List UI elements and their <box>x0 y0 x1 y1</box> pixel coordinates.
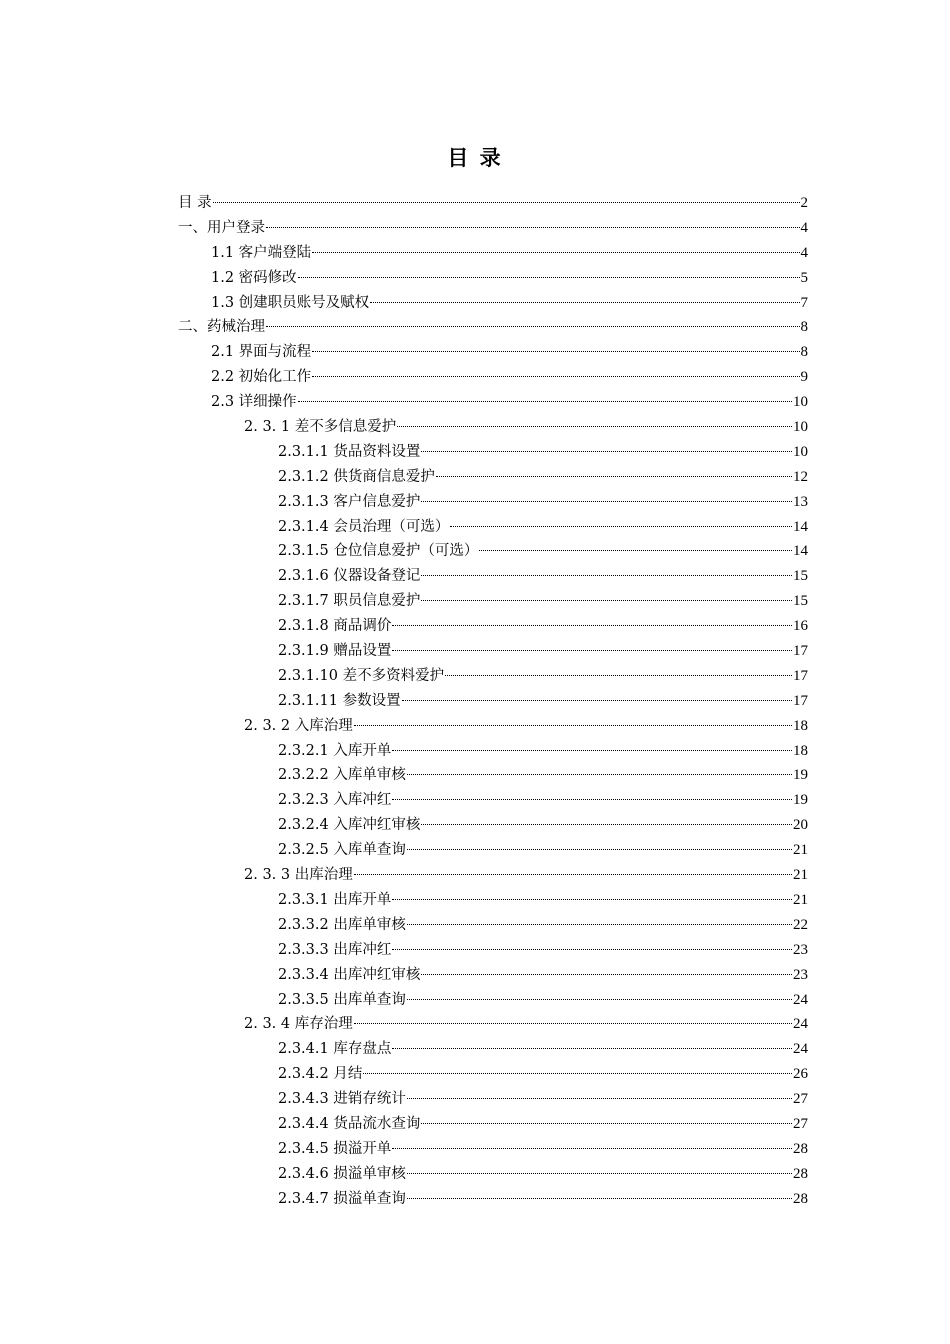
toc-dot-leader <box>312 376 799 377</box>
toc-entry[interactable] <box>178 1087 808 1112</box>
toc-entry[interactable] <box>178 813 808 838</box>
toc-page-number: 12 <box>793 468 808 485</box>
toc-page-number: 21 <box>793 891 808 908</box>
toc-entry[interactable] <box>178 266 808 291</box>
toc-dot-leader <box>266 326 800 327</box>
toc-entry[interactable] <box>178 664 808 689</box>
toc-dot-leader <box>354 725 792 726</box>
toc-page-number: 28 <box>793 1190 808 1207</box>
toc-dot-leader <box>354 874 792 875</box>
toc-entry-title: 2.3 详细操作 <box>211 394 297 411</box>
toc-entry-title: 2.1 界面与流程 <box>211 344 312 361</box>
toc-page-number: 28 <box>793 1165 808 1182</box>
toc-entry-title: 2.3.1.7 职员信息爱护 <box>278 593 421 610</box>
toc-page-number: 28 <box>793 1140 808 1157</box>
toc-page-number: 20 <box>793 817 808 834</box>
toc-dot-leader <box>445 675 792 676</box>
toc-page-number: 17 <box>793 667 808 684</box>
toc-page-number: 21 <box>793 842 808 859</box>
toc-dot-leader <box>407 774 792 775</box>
toc-entry-title: 2.3.3.3 出库冲红 <box>278 941 392 958</box>
toc-entry-title: 2.3.1.8 商品调价 <box>278 618 392 635</box>
toc-dot-leader <box>407 1098 792 1099</box>
toc-dot-leader <box>298 277 800 278</box>
toc-entry-title: 2.3.4.4 货品流水查询 <box>278 1115 421 1132</box>
toc-entry-title: 2.3.4.1 库存盘点 <box>278 1041 392 1058</box>
toc-entry-title: 2.3.2.1 入库开单 <box>278 742 392 759</box>
toc-page-number: 15 <box>793 568 808 585</box>
toc-page-number: 18 <box>793 742 808 759</box>
toc-entry-title: 2.3.1.10 差不多资料爱护 <box>278 667 445 684</box>
toc-page-number: 14 <box>793 543 808 560</box>
toc-page-number: 2 <box>800 195 808 211</box>
toc-page-number: 8 <box>800 344 808 361</box>
toc-page-number: 24 <box>793 1016 808 1033</box>
toc-entry-title: 2.3.1.5 仓位信息爱护（可选） <box>278 543 479 560</box>
toc-entry[interactable] <box>178 465 808 490</box>
toc-page-number: 24 <box>793 1041 808 1058</box>
toc-entry-title: 2.3.4.7 损溢单查询 <box>278 1190 406 1207</box>
toc-dot-leader <box>298 401 792 402</box>
toc-entry[interactable] <box>178 1112 808 1137</box>
toc-entry[interactable] <box>178 216 808 241</box>
toc-entry[interactable] <box>178 390 808 415</box>
toc-entry-title: 2.3.3.5 出库单查询 <box>278 991 406 1008</box>
toc-entry-title: 目 录 <box>178 195 212 211</box>
toc-entry-title: 1.3 创建职员账号及赋权 <box>211 294 370 311</box>
toc-entry-title: 2.3.4.6 损溢单审核 <box>278 1165 406 1182</box>
toc-dot-leader <box>407 924 792 925</box>
toc-entry[interactable] <box>178 863 808 888</box>
toc-dot-leader <box>312 252 799 253</box>
toc-page-number: 9 <box>800 369 808 386</box>
toc-entry[interactable] <box>178 988 808 1013</box>
toc-entry[interactable] <box>178 714 808 739</box>
toc-entry[interactable] <box>178 490 808 515</box>
toc-page-number: 19 <box>793 792 808 809</box>
toc-entry[interactable] <box>178 241 808 266</box>
toc-dot-leader <box>370 302 799 303</box>
toc-page-number: 18 <box>793 717 808 734</box>
toc-entry-title: 2.3.4.2 月结 <box>278 1066 363 1083</box>
toc-page-number: 13 <box>793 493 808 510</box>
toc-page-number: 4 <box>800 219 808 236</box>
toc-dot-leader <box>421 575 792 576</box>
toc-entry[interactable] <box>178 440 808 465</box>
toc-entry-title: 2.3.2.4 入库冲红审核 <box>278 817 421 834</box>
toc-dot-leader <box>392 1148 792 1149</box>
toc-entry[interactable] <box>178 1162 808 1187</box>
toc-dot-leader <box>354 1023 792 1024</box>
toc-dot-leader <box>421 824 792 825</box>
toc-entry[interactable] <box>178 365 808 390</box>
toc-entry[interactable] <box>178 539 808 564</box>
toc-entry-title: 2.3.3.1 出库开单 <box>278 891 392 908</box>
toc-dot-leader <box>392 625 792 626</box>
toc-entry-title: 2.3.4.3 进销存统计 <box>278 1091 406 1108</box>
toc-dot-leader <box>402 700 792 701</box>
toc-entry[interactable] <box>178 315 808 340</box>
toc-entry[interactable] <box>178 913 808 938</box>
toc-dot-leader <box>407 999 792 1000</box>
toc-entry[interactable] <box>178 1012 808 1037</box>
toc-entry-title: 2. 3. 4 库存治理 <box>244 1016 353 1033</box>
toc-entry-title: 2.3.1.4 会员治理（可选） <box>278 518 450 535</box>
toc-entry-title: 2.3.1.1 货品资料设置 <box>278 443 421 460</box>
toc-entry[interactable] <box>178 1187 808 1212</box>
toc-entry[interactable] <box>178 639 808 664</box>
toc-page-number: 23 <box>793 941 808 958</box>
toc-entry[interactable] <box>178 739 808 764</box>
toc-page-number: 15 <box>793 593 808 610</box>
toc-page-number: 19 <box>793 767 808 784</box>
toc-entry-title: 2.3.3.2 出库单审核 <box>278 916 406 933</box>
toc-entry-title: 一、用户登录 <box>178 219 265 236</box>
page-title: 目 录 <box>447 145 503 170</box>
toc-entry[interactable] <box>178 191 808 216</box>
toc-entry-title: 1.2 密码修改 <box>211 269 297 286</box>
toc-page-number: 27 <box>793 1115 808 1132</box>
toc-dot-leader <box>421 1123 792 1124</box>
toc-entry[interactable] <box>178 763 808 788</box>
toc-dot-leader <box>213 202 800 203</box>
toc-entry[interactable] <box>178 291 808 316</box>
toc-entry-title: 2.3.2.2 入库单审核 <box>278 767 406 784</box>
toc-dot-leader <box>363 1073 792 1074</box>
toc-entry-title: 2.3.2.3 入库冲红 <box>278 792 392 809</box>
toc-entry-title: 2.3.1.3 客户信息爱护 <box>278 493 421 510</box>
toc-entry-title: 2.3.1.11 参数设置 <box>278 692 401 709</box>
toc-page-number: 27 <box>793 1091 808 1108</box>
toc-page-number: 7 <box>800 294 808 311</box>
toc-dot-leader <box>407 849 792 850</box>
toc-entry[interactable] <box>178 614 808 639</box>
toc-entry[interactable] <box>178 938 808 963</box>
toc-dot-leader <box>266 227 800 228</box>
toc-entry-title: 2.2 初始化工作 <box>211 369 312 386</box>
toc-entry[interactable] <box>178 1037 808 1062</box>
toc-page-number: 23 <box>793 966 808 983</box>
toc-entry[interactable] <box>178 963 808 988</box>
toc-dot-leader <box>392 1048 792 1049</box>
toc-page-number: 21 <box>793 867 808 884</box>
toc-entry[interactable] <box>178 589 808 614</box>
toc-entry[interactable] <box>178 1062 808 1087</box>
toc-dot-leader <box>479 550 792 551</box>
toc-page-number: 10 <box>793 443 808 460</box>
toc-entry-title: 2.3.4.5 损溢开单 <box>278 1140 392 1157</box>
toc-dot-leader <box>407 1173 792 1174</box>
toc-entry-title: 2.3.2.5 入库单查询 <box>278 842 406 859</box>
toc-dot-leader <box>312 351 799 352</box>
toc-entry-title: 2.3.1.2 供货商信息爱护 <box>278 468 435 485</box>
toc-page-number: 14 <box>793 518 808 535</box>
toc-entry[interactable] <box>178 340 808 365</box>
toc-entry[interactable] <box>178 689 808 714</box>
toc-dot-leader <box>392 799 792 800</box>
toc-entry[interactable] <box>178 888 808 913</box>
toc-dot-leader <box>392 750 792 751</box>
toc-dot-leader <box>421 600 792 601</box>
toc-entry[interactable] <box>178 415 808 440</box>
toc-entry-title: 2.3.1.9 赠品设置 <box>278 643 392 660</box>
toc-dot-leader <box>407 1198 792 1199</box>
table-of-contents <box>178 191 808 1212</box>
toc-page-number: 8 <box>800 319 808 336</box>
toc-page-number: 10 <box>793 394 808 411</box>
toc-entry-title: 2. 3. 1 差不多信息爱护 <box>244 419 397 436</box>
toc-dot-leader <box>397 426 792 427</box>
toc-entry[interactable] <box>178 564 808 589</box>
toc-dot-leader <box>436 476 792 477</box>
toc-page-number: 16 <box>793 618 808 635</box>
toc-entry[interactable] <box>178 788 808 813</box>
toc-page-number: 17 <box>793 643 808 660</box>
toc-page-number: 10 <box>793 419 808 436</box>
toc-dot-leader <box>450 526 792 527</box>
toc-entry-title: 2.3.1.6 仪器设备登记 <box>278 568 421 585</box>
toc-entry-title: 2. 3. 3 出库治理 <box>244 867 353 884</box>
toc-entry-title: 2. 3. 2 入库治理 <box>244 717 353 734</box>
toc-page-number: 22 <box>793 916 808 933</box>
toc-dot-leader <box>421 501 792 502</box>
toc-entry-title: 二、药械治理 <box>178 319 265 336</box>
toc-dot-leader <box>392 650 792 651</box>
toc-page-number: 24 <box>793 991 808 1008</box>
toc-page-number: 17 <box>793 692 808 709</box>
toc-page-number: 4 <box>800 244 808 261</box>
toc-dot-leader <box>392 949 792 950</box>
toc-dot-leader <box>392 899 792 900</box>
toc-dot-leader <box>421 974 792 975</box>
toc-entry[interactable] <box>178 515 808 540</box>
toc-dot-leader <box>421 451 792 452</box>
toc-entry-title: 2.3.3.4 出库冲红审核 <box>278 966 421 983</box>
toc-page-number: 26 <box>793 1066 808 1083</box>
toc-page-number: 5 <box>800 269 808 286</box>
toc-entry-title: 1.1 客户端登陆 <box>211 244 312 261</box>
toc-entry[interactable] <box>178 838 808 863</box>
toc-entry[interactable] <box>178 1137 808 1162</box>
